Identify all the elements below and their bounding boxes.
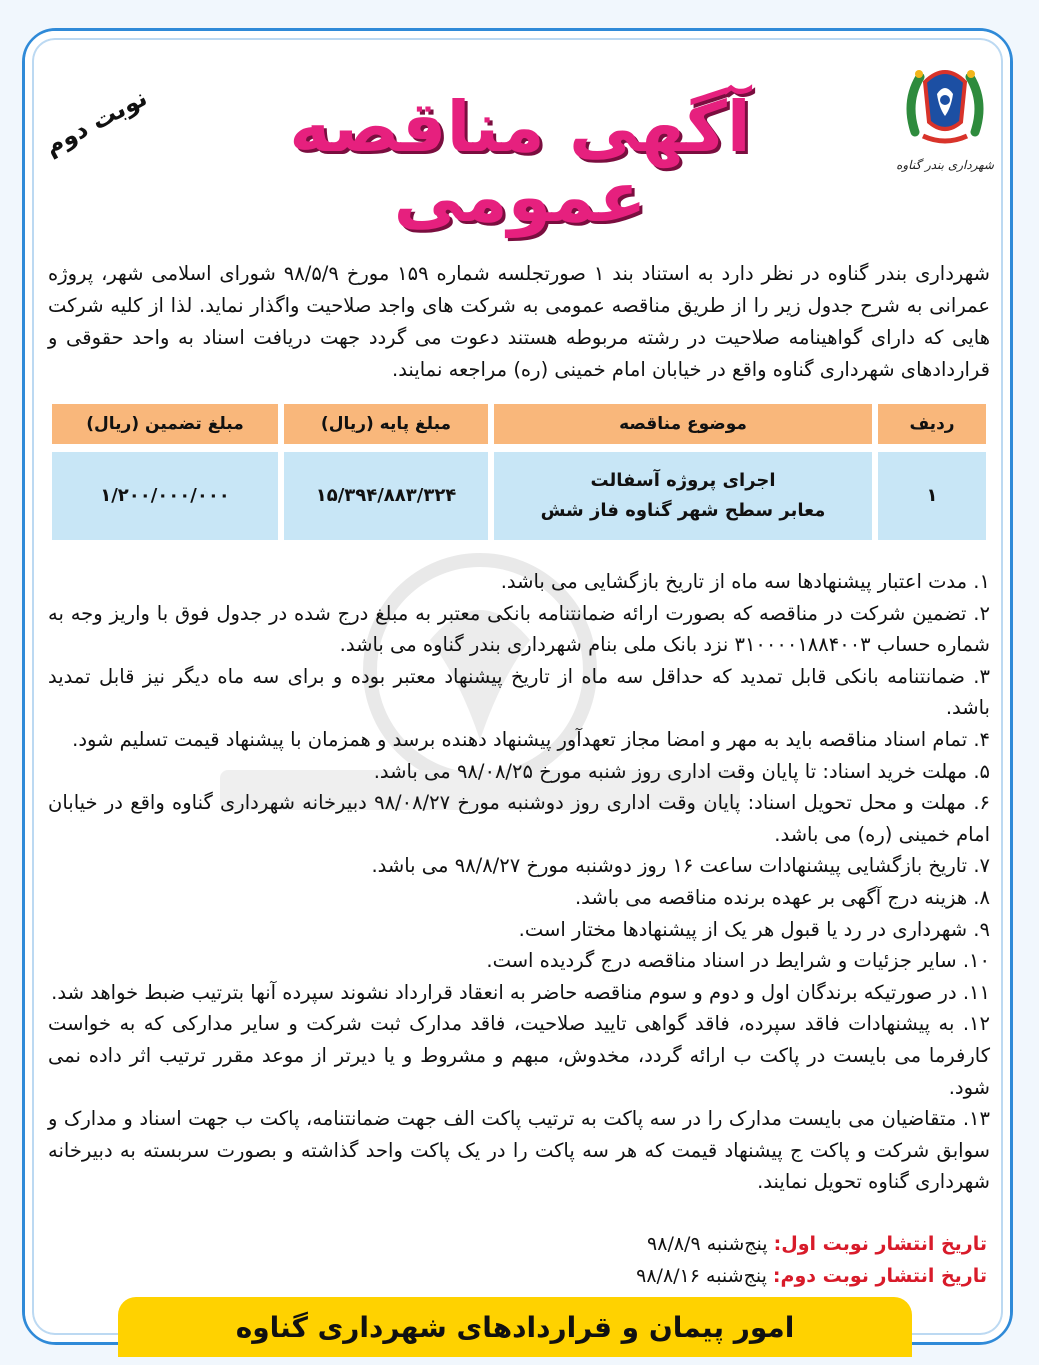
intro-paragraph: شهرداری بندر گناوه در نظر دارد به استناد بند ۱ صورتجلسه شماره ۱۵۹ مورخ ۹۸/۵/۹ شورای اسلامی شهر، پروژه عمرانی به شرح جدول زیر را از طریق مناقصه عمومی به شرکت های واجد صلاحیت واگذار نماید. لذا از کلیه شرکت هایی که دارای گواهینامه صلاحیت در رشته مربوطه هستند دعوت می گردد جهت دریافت اسناد به واحد حقوقی و قراردادهای شهرداری گناوه واقع در خیابان امام خمینی (ره) مراجعه نمایند. [48, 261, 990, 381]
clauses-list [48, 566, 990, 1198]
publication-round-badge: نوبت دوم [39, 83, 152, 161]
municipality-logo [895, 52, 995, 202]
notice-title: آگهی مناقصه عمومی [289, 86, 751, 238]
cell-subject-line2: معابر سطح شهر گناوه فاز شش [540, 500, 826, 521]
tender-table [52, 404, 986, 544]
cell-subject [494, 452, 872, 540]
second-publication [487, 1260, 987, 1292]
municipality-emblem-icon [895, 52, 995, 152]
clause-item: ۳. ضمانتنامه بانکی قابل تمدید که حداقل سه ماه از تاریخ پیشنهاد معتبر بوده و برای سه ماه دیگر نیز قابل تمدید باشد. [48, 664, 990, 720]
clause-item: ۱۳. متقاضیان می بایست مدارک را در سه پاکت به ترتیب پاکت الف جهت ضمانتنامه، پاکت ب جهت اسناد و مدارک و سوابق شرکت و پاکت ج پیشنهاد قیمت که هر سه پاکت را در یک پاکت واحد گذاشته و بصورت سربسته به دبیرخانه شهرداری گناوه تحویل نمایند. [48, 1107, 990, 1194]
first-publication-date: پنج‌شنبه ۹۸/۸/۹ [647, 1233, 768, 1255]
clause-item: ۷. تاریخ بازگشایی پیشنهادات ساعت ۱۶ روز دوشنبه مورخ ۹۸/۸/۲۷ می باشد. [371, 854, 990, 878]
header-base-amount: مبلغ پایه (ریال) [284, 404, 488, 444]
clause-item: ۱۲. به پیشنهادات فاقد سپرده، فاقد گواهی تایید صلاحیت، فاقد مدارک ثبت شرکت و سایر مدارکی که به خواست کارفرما می بایست در پاکت ب ارائه گردد، مخدوش، مبهم و مشروط و یا دیرتر از موعد مقرر ترتیب اثر داده نمی شود. [48, 1012, 990, 1099]
second-publication-date: پنج‌شنبه ۹۸/۸/۱۶ [636, 1265, 767, 1287]
clause-item: ۱۱. در صورتیکه برندگان اول و دوم و سوم مناقصه حاضر به انعقاد قرارداد نشوند سپرده آنها بترتیب ضبط خواهد شد. [51, 980, 990, 1004]
cell-guarantee: ۱/۲۰۰/۰۰۰/۰۰۰ [52, 452, 278, 540]
cell-base-amount: ۱۵/۳۹۴/۸۸۳/۳۲۴ [284, 452, 488, 540]
header-row-no: ردیف [878, 404, 986, 444]
second-publication-label: تاریخ انتشار نوبت دوم: [772, 1265, 987, 1287]
clause-item: ۵. مهلت خرید اسناد: تا پایان وقت اداری روز شنبه مورخ ۹۸/۰۸/۲۵ می باشد. [373, 759, 990, 783]
footer-banner: امور پیمان و قراردادهای شهرداری گناوه [118, 1297, 912, 1357]
header-guarantee: مبلغ تضمین (ریال) [52, 404, 278, 444]
cell-subject-line1: اجرای پروژه آسفالت [590, 470, 776, 491]
first-publication [487, 1228, 987, 1260]
clause-item: ۹. شهرداری در رد یا قبول هر یک از پیشنهادها مختار است. [518, 917, 990, 941]
publication-dates [487, 1228, 987, 1292]
clause-item: ۶. مهلت و محل تحویل اسناد: پایان وقت اداری روز دوشنبه مورخ ۹۸/۰۸/۲۷ دبیرخانه شهرداری گناوه واقع در خیابان امام خمینی (ره) می باشد. [48, 791, 990, 846]
clause-item: ۸. هزینه درج آگهی بر عهده برنده مناقصه می باشد. [574, 885, 990, 909]
clause-item: ۱۰. سایر جزئیات و شرایط در اسناد مناقصه درج گردیده است. [486, 949, 990, 973]
clause-item: ۲. تضمین شرکت در مناقصه که بصورت ارائه ضمانتنامه بانکی معتبر به مبلغ درج شده در جدول فوق با واریز وجه به شماره حساب ۳۱۰۰۰۰۱۸۸۴۰۰۳ نزد بانک ملی بنام شهرداری بندر گناوه می باشد. [48, 601, 990, 657]
clause-item: ۱. مدت اعتبار پیشنهادها سه ماه از تاریخ بازگشایی می باشد. [500, 570, 990, 593]
logo-caption: شهرداری بندر گناوه [896, 158, 994, 172]
clause-item: ۴. تمام اسناد مناقصه باید به مهر و امضا مجاز تعهدآور پیشنهاد دهنده برسد و همزمان با پیشنهاد قیمت تسلیم شود. [72, 727, 990, 751]
cell-row-no: ۱ [878, 452, 986, 540]
header-subject: موضوع مناقصه [494, 404, 872, 444]
first-publication-label: تاریخ انتشار نوبت اول: [773, 1233, 987, 1255]
